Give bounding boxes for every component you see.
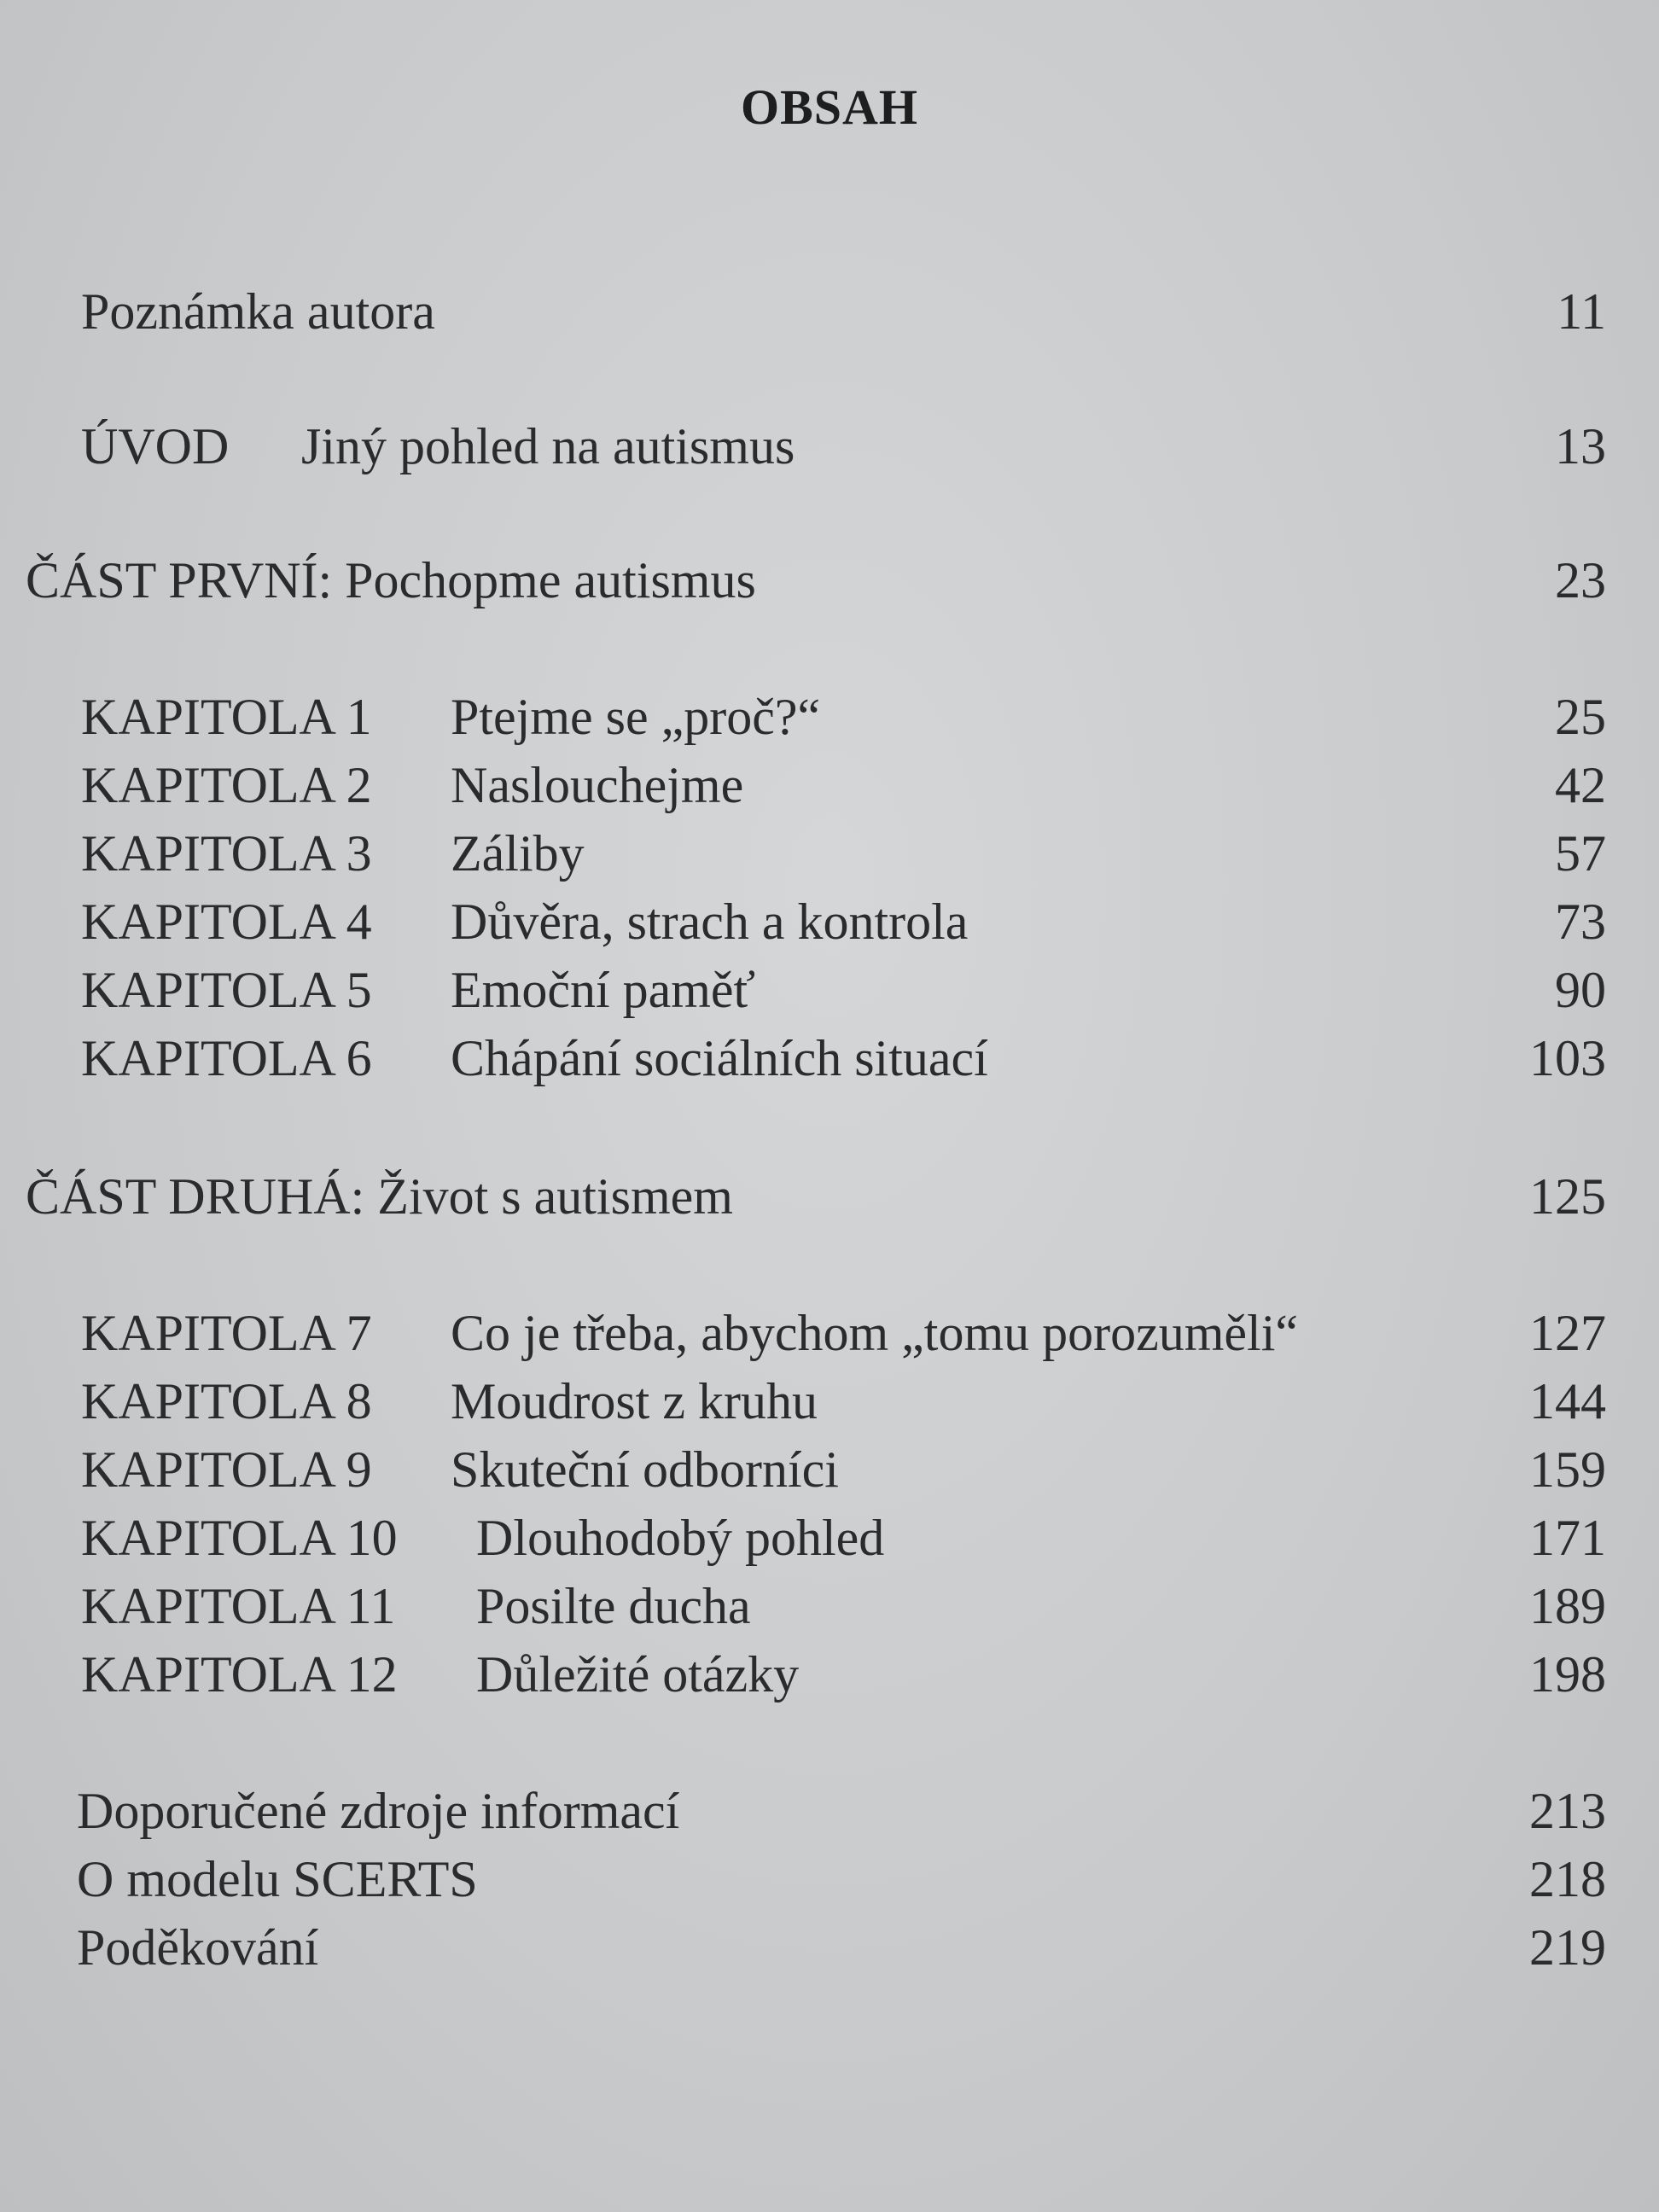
toc-entry-page: 218 [1529,1851,1606,1907]
toc-entry-page: 90 [1555,962,1606,1018]
toc-entry-page: 23 [1555,552,1606,608]
toc-entry-page: 213 [1529,1783,1606,1839]
toc-chapter-label: KAPITOLA 4 [81,894,372,950]
toc-entry-back [0,1913,1659,1982]
toc-entry-text: Doporučené zdroje informací [77,1783,680,1839]
toc-chapter-title: Ptejme se „proč?“ [451,689,821,745]
toc-entry-text: Poznámka autora [81,283,435,340]
toc-chapter-entry [0,1299,1659,1367]
toc-entry-page: 144 [1529,1373,1606,1429]
toc-chapter-title: Naslouchejme [451,757,744,813]
toc-chapter-label: KAPITOLA 11 [81,1578,396,1634]
toc-chapter-title: Dlouhodobý pohled [476,1510,885,1566]
toc-chapter-title: Chápání sociálních situací [451,1030,988,1086]
toc-chapter-title: Emoční paměť [451,962,756,1018]
toc-entry-page: 42 [1555,757,1606,813]
toc-part-title: ČÁST PRVNÍ: Pochopme autismus [26,552,756,608]
toc-entry-page: 57 [1555,825,1606,882]
toc-chapter-entry [0,1640,1659,1708]
toc-entry-label: ÚVOD [81,418,230,474]
toc-chapter-label: KAPITOLA 7 [81,1305,372,1361]
toc-entry-back [0,1777,1659,1845]
toc-chapter-label: KAPITOLA 5 [81,962,372,1018]
toc-entry-page: 25 [1555,689,1606,745]
toc-chapter-label: KAPITOLA 10 [81,1510,398,1566]
toc-chapter-label: KAPITOLA 1 [81,689,372,745]
toc-entry-page: 219 [1529,1919,1606,1976]
toc-chapter-entry [0,1367,1659,1435]
toc-chapter-label: KAPITOLA 9 [81,1441,372,1498]
toc-chapter-label: KAPITOLA 6 [81,1030,372,1086]
toc-entry-text: O modelu SCERTS [77,1851,478,1907]
toc-entry-page: 11 [1557,283,1606,340]
toc-entry-page: 171 [1529,1510,1606,1566]
toc-chapter-entry [0,1024,1659,1092]
toc-chapter-entry [0,683,1659,751]
toc-entry-intro [0,412,1659,480]
toc-entry-page: 127 [1529,1305,1606,1361]
toc-chapter-title: Skuteční odborníci [451,1441,839,1498]
page-title: OBSAH [740,79,919,135]
toc-chapter-entry [0,819,1659,888]
toc-entry-text: Poděkování [77,1919,319,1976]
toc-chapter-entry [0,1572,1659,1640]
toc-chapter-label: KAPITOLA 12 [81,1646,398,1703]
toc-entry-page: 73 [1555,894,1606,950]
toc-part-heading [0,546,1659,614]
toc-entry-page: 125 [1529,1168,1606,1225]
toc-chapter-title: Důležité otázky [476,1646,800,1703]
toc-chapter-entry [0,888,1659,956]
toc-entry-page: 13 [1555,418,1606,474]
toc-entry-page: 189 [1529,1578,1606,1634]
toc-chapter-entry [0,1504,1659,1572]
toc-chapter-entry [0,751,1659,819]
toc-entry-page: 159 [1529,1441,1606,1498]
toc-chapter-title: Záliby [451,825,585,882]
toc-entry-page: 198 [1529,1646,1606,1703]
toc-chapter-title: Posilte ducha [476,1578,751,1634]
toc-chapter-label: KAPITOLA 8 [81,1373,372,1429]
toc-entry-page: 103 [1529,1030,1606,1086]
toc-part-title: ČÁST DRUHÁ: Život s autismem [26,1168,733,1225]
toc-chapter-title: Důvěra, strach a kontrola [451,894,969,950]
toc-chapter-entry [0,956,1659,1024]
toc-chapter-title: Co je třeba, abychom „tomu porozuměli“ [451,1305,1299,1361]
toc-chapter-label: KAPITOLA 3 [81,825,372,882]
toc-chapter-label: KAPITOLA 2 [81,757,372,813]
toc-entry-author-note [0,277,1659,346]
toc-entry-back [0,1845,1659,1913]
toc-chapter-title: Moudrost z kruhu [451,1373,818,1429]
toc-part-heading [0,1162,1659,1231]
toc-chapter-entry [0,1435,1659,1504]
toc-entry-text: Jiný pohled na autismus [301,418,795,474]
